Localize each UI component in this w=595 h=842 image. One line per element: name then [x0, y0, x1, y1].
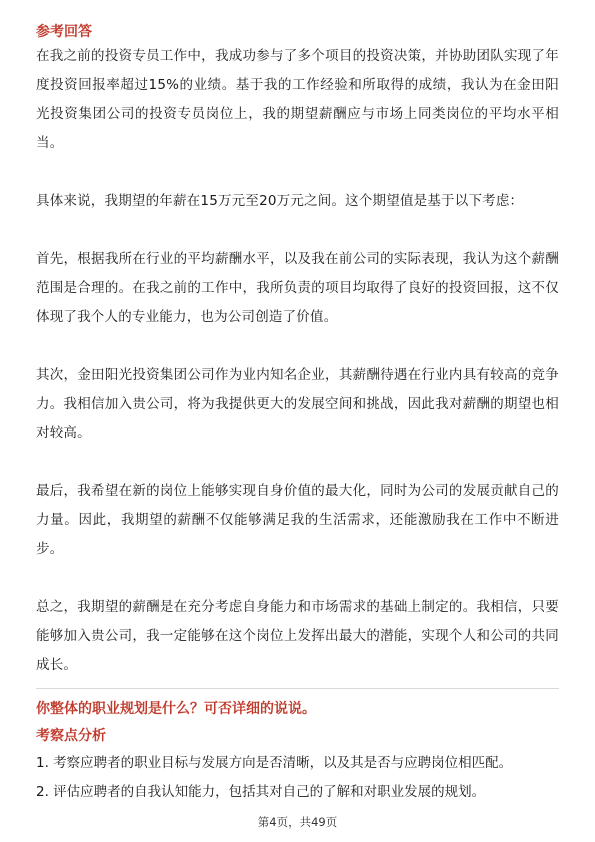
answer-heading: 参考回答 [36, 24, 92, 40]
page-footer: 第4页，共49页 [257, 815, 338, 829]
document-page [36, 22, 559, 807]
paragraph-gap [36, 332, 559, 361]
paragraph-gap [36, 158, 559, 187]
answer-paragraph-3: 首先，根据我所在行业的平均薪酬水平，以及我在前公司的实际表现，我认为这个薪酬范围是合理的。在我之前的工作中，我所负责的项目均取得了良好的投资回报，这不仅体现了我个人的专业能力，也为公司创造了价值。 [36, 251, 559, 325]
paragraph-gap [36, 216, 559, 245]
analysis-item-2: 2. 评估应聘者的自我认知能力，包括其对自己的了解和对职业发展的规划。 [36, 784, 486, 800]
answer-paragraph-2: 具体来说，我期望的年薪在15万元至20万元之间。这个期望值是基于以下考虑： [36, 193, 524, 209]
section-divider [36, 688, 559, 689]
answer-paragraph-6: 总之，我期望的薪酬是在充分考虑自身能力和市场需求的基础上制定的。我相信，只要能够加入贵公司，我一定能够在这个岗位上发挥出最大的潜能，实现个人和公司的共同成长。 [36, 599, 559, 673]
answer-paragraph-5: 最后，我希望在新的岗位上能够实现自身价值的最大化，同时为公司的发展贡献自己的力量。因此，我期望的薪酬不仅能够满足我的生活需求，还能激励我在工作中不断进步。 [36, 483, 559, 557]
analysis-heading: 考察点分析 [36, 728, 106, 744]
answer-paragraph-4: 其次，金田阳光投资集团公司作为业内知名企业，其薪酬待遇在行业内具有较高的竞争力。我相信加入贵公司，将为我提供更大的发展空间和挑战，因此我对薪酬的期望也相对较高。 [36, 367, 559, 441]
next-question: 你整体的职业规划是什么？可否详细的说说。 [36, 701, 316, 717]
paragraph-gap [36, 564, 559, 593]
analysis-item-1: 1. 考察应聘者的职业目标与发展方向是否清晰，以及其是否与应聘岗位相匹配。 [36, 755, 513, 771]
answer-paragraph-1: 在我之前的投资专员工作中，我成功参与了多个项目的投资决策，并协助团队实现了年度投资回报率超过15%的业绩。基于我的工作经验和所取得的成绩，我认为在金田阳光投资集团公司的投资专员岗位上，我的期望薪酬应与市场上同类岗位的平均水平相当。 [36, 48, 559, 151]
paragraph-gap [36, 448, 559, 477]
